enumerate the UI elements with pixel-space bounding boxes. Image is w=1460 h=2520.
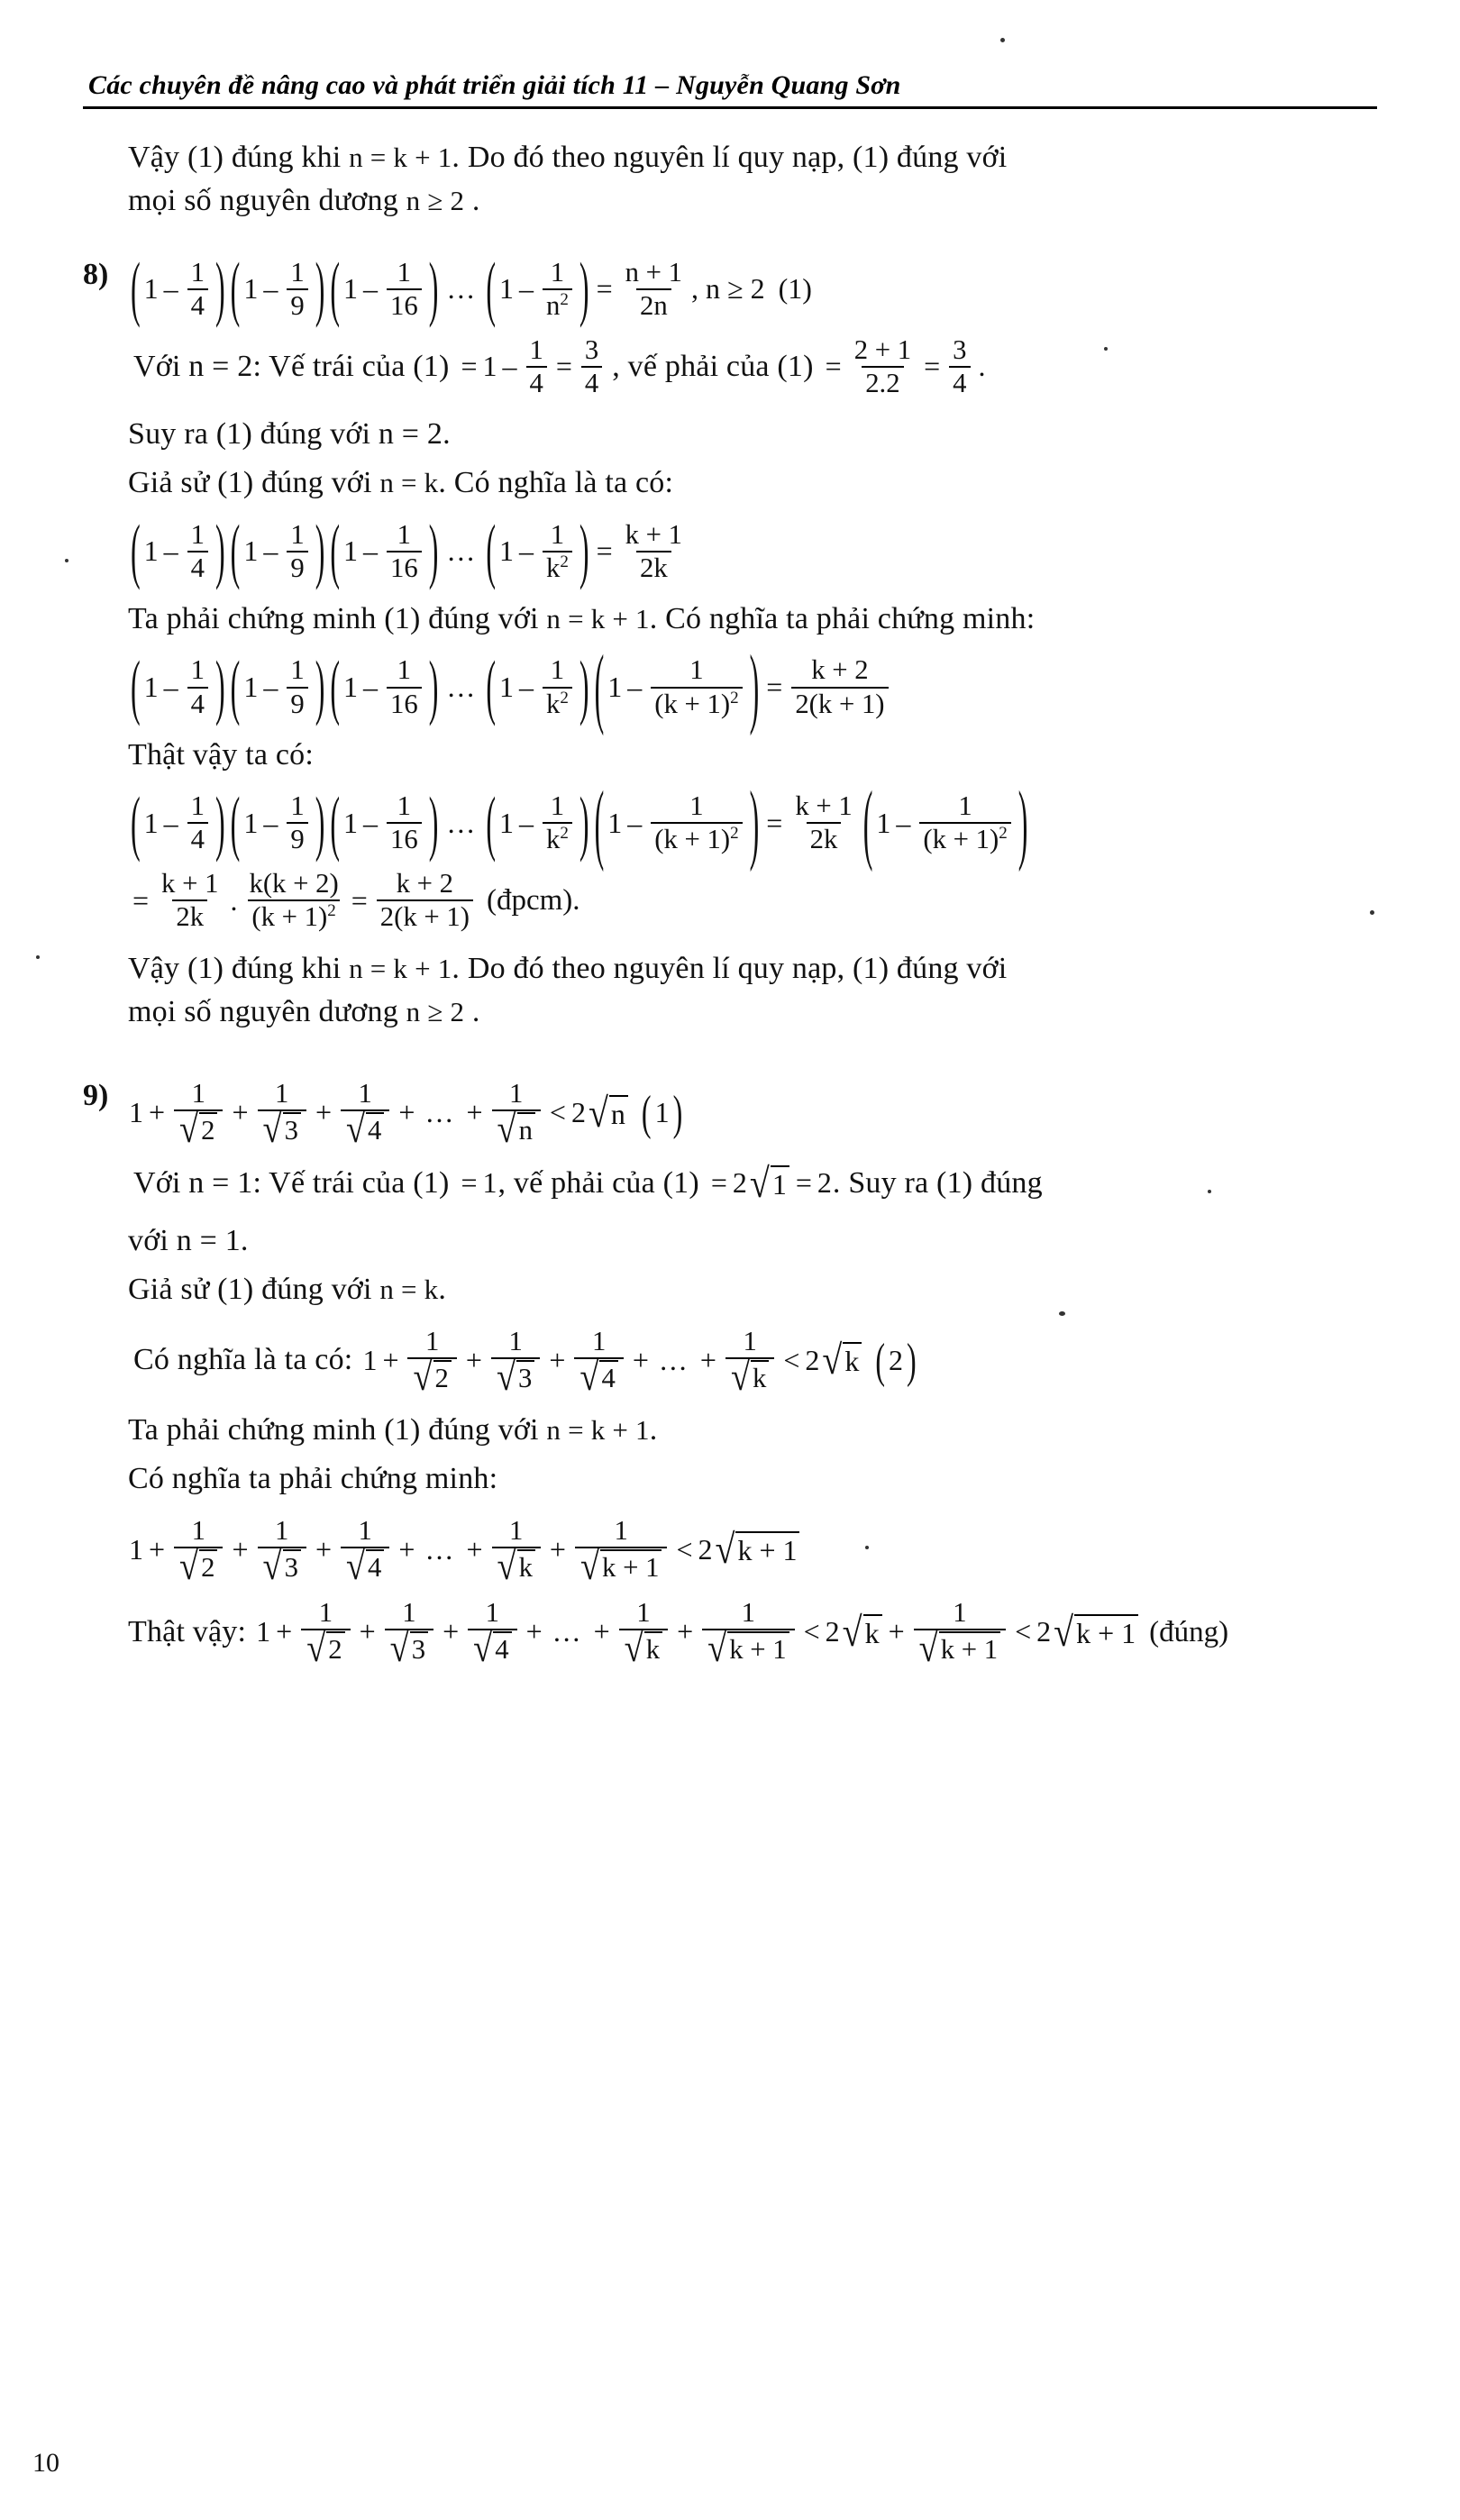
- period: .: [978, 350, 986, 383]
- paragraph-conclusion-8-top: [128, 136, 1368, 224]
- frac-num: 1: [614, 1514, 628, 1546]
- sqrt-body: 1: [771, 1165, 789, 1201]
- frac-den: 4: [526, 366, 547, 398]
- frac-den: 9: [287, 822, 307, 854]
- num-2: 2: [732, 1166, 747, 1200]
- op-plus: +: [466, 1096, 483, 1129]
- num-1: 1: [243, 806, 259, 839]
- frac-den: 4: [187, 822, 208, 854]
- den-k-plus-1: (k + 1): [654, 824, 731, 855]
- exercise-item-8: [83, 243, 1368, 1045]
- frac-den: 9: [287, 687, 307, 719]
- frac-den: 16: [387, 288, 422, 321]
- num-1: 1: [129, 1096, 143, 1129]
- op-plus: +: [276, 1615, 293, 1648]
- op-plus: +: [443, 1615, 460, 1648]
- text-moi-so-nguyen-duong: mọi số nguyên dương: [128, 994, 398, 1028]
- frac-num: 1: [741, 1597, 756, 1629]
- op-minus: –: [363, 272, 378, 306]
- frac-den: 2k: [636, 551, 671, 583]
- op-plus: +: [677, 1615, 694, 1648]
- op-plus: +: [549, 1343, 566, 1376]
- paragraph-ta-phai-cm-9: [128, 1409, 1368, 1452]
- var-k: k: [546, 552, 561, 583]
- scan-speck: [1208, 1190, 1211, 1193]
- equation-8-hypothesis: ( 1 – $\frac{1}{4}$ ) ( 1 – $\frac{1}{9}$ ) ( 1 – $\frac{1}{16}$ ) … ( 1 – $\frac{1}{k^2}$ ) = $\frac{k + 1}{2k}$: [128, 520, 1368, 583]
- num-2: 2: [698, 1532, 713, 1566]
- frac-den: 4: [187, 551, 208, 583]
- frac-den: 4: [187, 687, 208, 719]
- num-1: 1: [256, 1615, 271, 1648]
- frac-num: 1: [636, 1597, 651, 1629]
- sqrt-body: n: [517, 1112, 535, 1146]
- op-less-than: <: [783, 1343, 800, 1376]
- op-equals: =: [555, 350, 572, 383]
- op-minus: –: [896, 806, 911, 839]
- sqrt-body: 2: [326, 1631, 344, 1666]
- paragraph-gia-su-8: [128, 461, 1368, 505]
- op-less-than: <: [676, 1532, 693, 1566]
- scan-speck: [1000, 38, 1005, 42]
- text-voi-n1: Với n = 1: Vế trái của (1): [133, 1165, 450, 1200]
- sqrt-body: 2: [199, 1549, 217, 1584]
- item-number-9: 9): [83, 1079, 109, 1113]
- equation-8-proof-line1: ( 1 – $\frac{1}{4}$ ) ( 1 – $\frac{1}{9}$ ) ( 1 – $\frac{1}{16}$ ) … ( 1 – $\frac{1}{k^2}$ ) ( 1 – $\frac{1}{(k + 1)^2}$ ) = $\frac{k + 1}{2k}$ ( 1 – $\frac{1}{(k + 1)^2}$ ): [131, 771, 1028, 872]
- frac-num: 2 + 1: [853, 333, 912, 365]
- op-less-than: <: [1015, 1615, 1032, 1648]
- frac-num: 1: [743, 1325, 757, 1356]
- op-plus: +: [232, 1096, 249, 1129]
- text-gia-su: Giả sử (1) đúng với: [128, 466, 372, 500]
- equation-8-proof-line2: [128, 869, 1368, 932]
- op-plus: +: [398, 1096, 415, 1129]
- sqrt-body: 2: [199, 1112, 217, 1146]
- equation-9-hypothesis: Có nghĩa là ta có: 1 + 1 √ 2 + 1 √ 3 + 1 √ 4 + … + 1 √ k < 2 √ k ( 2 ): [133, 1325, 917, 1399]
- exercise-item-9: [83, 1064, 1368, 1681]
- ellipsis: …: [552, 1615, 584, 1648]
- frac-num: 1: [358, 1514, 372, 1546]
- sqrt-body: 4: [493, 1631, 511, 1666]
- item-8-body: [128, 243, 1368, 1045]
- num-1: 1: [343, 534, 358, 568]
- frac-num: k(k + 2): [249, 868, 339, 899]
- math-n-k-plus-1: n = k + 1: [349, 142, 452, 173]
- op-less-than: <: [803, 1615, 820, 1648]
- scan-speck: [36, 955, 40, 959]
- op-minus: –: [627, 806, 643, 839]
- page-number: 10: [32, 2448, 59, 2478]
- text-co-nghia-ta-phai: . Có nghĩa ta phải chứng minh:: [649, 602, 1036, 636]
- label-1: 1: [654, 1096, 670, 1129]
- frac-num: k + 1: [795, 790, 853, 821]
- num-2: 2: [825, 1615, 840, 1648]
- op-plus: +: [382, 1343, 399, 1376]
- frac-den: 16: [387, 551, 422, 583]
- text-dung: (đúng): [1149, 1615, 1229, 1648]
- num-1: 1: [607, 806, 623, 839]
- frac-num: 1: [275, 1078, 289, 1109]
- den-k-plus-1: (k + 1): [654, 688, 731, 719]
- scan-speck: [1104, 347, 1108, 351]
- math-n-k-plus-1: n = k + 1: [546, 1414, 650, 1447]
- text-ve-phai: , vế phải của (1): [612, 349, 814, 383]
- header-divider: [83, 106, 1377, 109]
- exponent-2: 2: [730, 823, 739, 843]
- frac-num: 1: [191, 1078, 205, 1109]
- equation-label-1: (1): [778, 272, 812, 306]
- frac-num: 1: [509, 1078, 524, 1109]
- num-1: 1: [499, 806, 515, 839]
- frac-num: 1: [402, 1597, 416, 1629]
- frac-den: 2k: [807, 822, 842, 854]
- frac-den: 2(k + 1): [791, 687, 888, 719]
- text-period-1: .: [471, 184, 480, 218]
- num-1: 1: [499, 272, 515, 306]
- num-1: 1: [143, 670, 159, 703]
- frac-den: 2.2: [862, 366, 903, 398]
- op-equals: =: [766, 670, 783, 703]
- paragraph-gia-su-9: [128, 1268, 1368, 1311]
- math-n-k: n = k: [379, 467, 439, 499]
- op-minus: –: [519, 272, 534, 306]
- op-plus: +: [888, 1615, 905, 1648]
- ellipsis: …: [658, 1343, 690, 1376]
- ellipsis: …: [446, 272, 479, 306]
- sqrt-body: 3: [283, 1549, 301, 1584]
- sqrt-body: k: [644, 1631, 662, 1666]
- paragraph-ta-phai-cm-8: [128, 598, 1368, 641]
- math-n-k-plus-1: n = k + 1: [546, 603, 650, 635]
- text-suy-ra-dung: . Suy ra (1) đúng: [832, 1165, 1043, 1200]
- frac-num: 1: [318, 1597, 333, 1629]
- math-n-k: n = k: [379, 1274, 439, 1306]
- text-gia-su-9: Giả sử (1) đúng với: [128, 1273, 372, 1307]
- sqrt-body: k + 1: [600, 1549, 662, 1584]
- frac-num: k + 1: [161, 868, 219, 899]
- text-period-3: .: [438, 1273, 447, 1307]
- sqrt-body: 4: [599, 1360, 617, 1394]
- num-1: 1: [343, 272, 358, 306]
- frac-num: 1: [591, 1325, 607, 1356]
- sqrt-body: 2: [433, 1360, 452, 1394]
- op-equals: =: [596, 272, 613, 306]
- op-minus: –: [627, 670, 643, 703]
- label-2: 2: [889, 1343, 904, 1376]
- frac-num: 3: [584, 333, 599, 365]
- op-equals: =: [132, 883, 150, 917]
- exponent-2: 2: [327, 901, 336, 921]
- frac-num: 1: [425, 1325, 440, 1356]
- text-co-nghia: . Có nghĩa là ta có:: [438, 466, 674, 500]
- frac-num: 1: [275, 1514, 289, 1546]
- scan-speck: [1370, 910, 1374, 915]
- frac-den: 2(k + 1): [377, 899, 473, 932]
- num-1: 1: [482, 350, 497, 383]
- frac-num: 1: [397, 256, 412, 288]
- frac-den: 4: [187, 288, 208, 321]
- frac-num: 1: [397, 518, 412, 550]
- text-co-nghia-la-ta-co: Có nghĩa là ta có:: [133, 1343, 353, 1377]
- text-suy-ra-n2: Suy ra (1) đúng với n = 2.: [128, 417, 451, 452]
- frac-num: 1: [190, 256, 205, 288]
- scan-speck: [1059, 1311, 1065, 1316]
- num-1: 1: [482, 1166, 497, 1200]
- num-1: 1: [143, 272, 159, 306]
- exponent-2: 2: [560, 688, 569, 708]
- equation-9-proof: Thật vậy: 1 + 1 √ 2 + 1 √ 3 + 1 √ 4 + … + 1 √ k + 1 √ k + 1 < 2 √ k + 1 √ k + 1 < 2 √ k + 1 (đúng): [128, 1597, 1229, 1671]
- op-plus: +: [359, 1615, 376, 1648]
- op-minus: –: [519, 534, 534, 568]
- frac-den: 16: [387, 687, 422, 719]
- equation-9-statement: 1 + 1 √ 2 + 1 √ 3 + 1 √ 4 + … + 1 √ n < 2 √ n ( 1 ): [129, 1078, 683, 1152]
- sqrt-body: k + 1: [727, 1631, 789, 1666]
- op-plus: +: [232, 1532, 249, 1566]
- text-ta-phai-cm: Ta phải chứng minh (1) đúng với: [128, 602, 539, 636]
- text-voi-n1-end: với n = 1.: [128, 1224, 249, 1258]
- frac-num: 1: [358, 1078, 372, 1109]
- item-number-8: 8): [83, 257, 109, 291]
- op-plus: +: [149, 1096, 166, 1129]
- ellipsis: …: [446, 806, 479, 839]
- exponent-2: 2: [560, 289, 569, 309]
- text-co-nghia-ta-phai-cm-9: Có nghĩa ta phải chứng minh:: [128, 1462, 498, 1496]
- num-1: 1: [607, 670, 623, 703]
- frac-den: 4: [949, 366, 970, 398]
- condition-n-ge-2: , n ≥ 2: [691, 272, 765, 306]
- ellipsis: …: [424, 1096, 457, 1129]
- exponent-2: 2: [999, 823, 1008, 843]
- op-minus: –: [363, 670, 378, 703]
- line-voi-n-2: [128, 335, 1368, 398]
- frac-num: 1: [290, 518, 305, 550]
- exponent-2: 2: [560, 552, 569, 571]
- op-equals: =: [461, 1166, 478, 1200]
- text-vay-dung-khi: Vậy (1) đúng khi: [128, 141, 342, 174]
- op-minus: –: [263, 534, 278, 568]
- frac-num: k + 2: [396, 868, 454, 899]
- frac-num: k + 2: [811, 654, 869, 686]
- ellipsis: …: [446, 534, 479, 568]
- sqrt-body: k: [751, 1360, 769, 1394]
- page-header: Các chuyên đề nâng cao và phát triển giải tích 11 – Nguyễn Quang Sơn: [88, 70, 901, 100]
- frac-den: 2k: [172, 899, 207, 932]
- text-vay-dung-khi: Vậy (1) đúng khi: [128, 951, 342, 985]
- num-1: 1: [143, 806, 159, 839]
- sqrt-body: 3: [410, 1631, 428, 1666]
- op-equals: =: [795, 1166, 812, 1200]
- exponent-2: 2: [560, 823, 569, 843]
- sqrt-body: 4: [366, 1112, 384, 1146]
- num-1: 1: [499, 670, 515, 703]
- sqrt-body: 4: [366, 1549, 384, 1584]
- frac-num: 1: [191, 1514, 205, 1546]
- frac-num: 1: [290, 256, 305, 288]
- op-equals: =: [596, 534, 613, 568]
- op-plus: +: [525, 1615, 543, 1648]
- frac-den: 9: [287, 288, 307, 321]
- ellipsis: …: [424, 1532, 457, 1566]
- frac-den: 2n: [636, 288, 671, 321]
- op-minus: –: [502, 350, 517, 383]
- frac-num: 1: [190, 518, 205, 550]
- frac-num: 3: [953, 333, 967, 365]
- frac-num: 1: [509, 1514, 524, 1546]
- frac-num: 1: [550, 518, 565, 550]
- equation-9-to-prove: 1 + 1 √ 2 + 1 √ 3 + 1 √ 4 + … + 1 √ k + 1 √ k + 1 < 2 √ k + 1: [128, 1516, 1368, 1584]
- text-ta-phai-cm-9: Ta phải chứng minh (1) đúng với: [128, 1413, 539, 1447]
- op-less-than: <: [549, 1096, 566, 1129]
- num-1: 1: [876, 806, 891, 839]
- frac-num: 1: [953, 1597, 967, 1629]
- frac-den: 9: [287, 551, 307, 583]
- frac-num: n + 1: [625, 256, 683, 288]
- op-minus: –: [163, 534, 178, 568]
- var-k: k: [546, 824, 561, 855]
- frac-num: 1: [290, 654, 305, 686]
- op-equals: =: [766, 806, 783, 839]
- text-voi-n2: Với n = 2: Vế trái của (1): [133, 349, 450, 383]
- frac-den: 4: [581, 366, 602, 398]
- frac-num: 1: [485, 1597, 500, 1629]
- frac-num: 1: [550, 256, 565, 288]
- op-minus: –: [519, 670, 534, 703]
- op-minus: –: [519, 806, 534, 839]
- op-plus: +: [593, 1615, 610, 1648]
- num-2: 2: [817, 1166, 832, 1200]
- frac-num: 1: [689, 790, 704, 821]
- op-minus: –: [163, 806, 178, 839]
- text-do-do-theo: . Do đó theo nguyên lí quy nạp, (1) đúng với: [452, 951, 1008, 985]
- text-do-do-theo: . Do đó theo nguyên lí quy nạp, (1) đúng với: [452, 141, 1008, 174]
- op-minus: –: [263, 272, 278, 306]
- frac-num: 1: [397, 654, 412, 686]
- text-period-4: .: [649, 1413, 658, 1447]
- op-equals: =: [825, 350, 842, 383]
- line-voi-n-1: Với n = 1: Vế trái của (1) = 1 , vế phải của (1) = 2 √ 1 = 2 . Suy ra (1) đúng: [133, 1159, 1043, 1207]
- num-1: 1: [243, 534, 259, 568]
- sqrt-body: 3: [283, 1112, 301, 1146]
- num-1: 1: [143, 534, 159, 568]
- op-equals: =: [461, 350, 478, 383]
- op-minus: –: [163, 670, 178, 703]
- scan-speck: [865, 1546, 869, 1549]
- op-equals: =: [710, 1166, 727, 1200]
- frac-num: 1: [290, 790, 305, 821]
- item-9-body: [128, 1064, 1368, 1681]
- exponent-2: 2: [730, 688, 739, 708]
- paragraph-conclusion-8: [128, 947, 1368, 1035]
- var-n: n: [546, 289, 561, 321]
- op-plus: +: [465, 1343, 482, 1376]
- op-multiply: .: [230, 883, 238, 917]
- sqrt-body: k + 1: [939, 1631, 1000, 1666]
- frac-num: 1: [397, 790, 412, 821]
- op-plus: +: [315, 1532, 332, 1566]
- math-n-ge-2: n ≥ 2: [406, 185, 465, 217]
- sqrt-body: k + 1: [735, 1531, 799, 1567]
- sqrt-body: k + 1: [1074, 1614, 1138, 1650]
- text-period-2: .: [471, 994, 480, 1028]
- num-2: 2: [1036, 1615, 1052, 1648]
- num-1: 1: [362, 1343, 378, 1376]
- ellipsis: …: [446, 670, 479, 703]
- sqrt-body: 3: [516, 1360, 534, 1394]
- equation-8-statement: ( 1 – $\frac{1}{4}$ ) ( 1 – $\frac{1}{9}$ ) ( 1 – $\frac{1}{16}$ ) … ( 1 – $\frac{1}{n^2}$ ) = $\frac{n + 1}{2n}$ , n ≥ 2 (1): [131, 247, 812, 329]
- op-minus: –: [363, 806, 378, 839]
- scan-speck: [65, 559, 68, 562]
- frac-num: 1: [689, 654, 704, 686]
- math-n-ge-2: n ≥ 2: [406, 995, 465, 1027]
- text-ve-phai-b: , vế phải của (1): [497, 1165, 699, 1200]
- num-2: 2: [570, 1096, 586, 1129]
- equation-8-to-prove: ( 1 – $\frac{1}{4}$ ) ( 1 – $\frac{1}{9}$ ) ( 1 – $\frac{1}{16}$ ) … ( 1 – $\frac{1}{k^2}$ ) ( 1 – $\frac{1}{(k + 1)^2}$ ) = $\frac{k + 2}{2(k + 1)}$: [128, 655, 1368, 718]
- sqrt-body: k: [517, 1549, 535, 1584]
- op-equals: =: [351, 883, 368, 917]
- op-minus: –: [263, 670, 278, 703]
- text-dpcm: (đpcm).: [486, 884, 580, 918]
- op-plus: +: [699, 1343, 716, 1376]
- num-2: 2: [805, 1343, 820, 1376]
- sqrt-body: n: [609, 1095, 628, 1131]
- frac-den: 16: [387, 822, 422, 854]
- op-plus: +: [466, 1532, 483, 1566]
- num-1: 1: [243, 272, 259, 306]
- op-plus: +: [632, 1343, 649, 1376]
- document-body: [83, 136, 1377, 1681]
- frac-num: 1: [190, 790, 205, 821]
- num-1: 1: [129, 1532, 143, 1566]
- sqrt-body: k: [843, 1342, 862, 1378]
- var-k: k: [546, 688, 561, 719]
- text-that-vay: Thật vậy:: [128, 1614, 247, 1648]
- text-moi-so-nguyen-duong: mọi số nguyên dương: [128, 184, 398, 218]
- op-plus: +: [549, 1532, 566, 1566]
- num-1: 1: [343, 670, 358, 703]
- sqrt-body: k: [863, 1614, 882, 1650]
- op-equals: =: [924, 350, 941, 383]
- den-k-plus-1: (k + 1): [923, 824, 999, 855]
- num-1: 1: [243, 670, 259, 703]
- num-1: 1: [499, 534, 515, 568]
- den-k-plus-1: (k + 1): [251, 901, 328, 933]
- op-minus: –: [363, 534, 378, 568]
- text-that-vay-ta-co: Thật vậy ta có:: [128, 737, 314, 772]
- frac-num: 1: [550, 654, 565, 686]
- op-minus: –: [263, 806, 278, 839]
- frac-num: k + 1: [625, 518, 683, 550]
- frac-num: 1: [550, 790, 565, 821]
- frac-num: 1: [529, 333, 543, 365]
- frac-num: 1: [190, 654, 205, 686]
- op-plus: +: [149, 1532, 166, 1566]
- op-minus: –: [163, 272, 178, 306]
- math-n-k-plus-1: n = k + 1: [349, 952, 452, 984]
- frac-num: 1: [958, 790, 972, 821]
- op-plus: +: [398, 1532, 415, 1566]
- op-plus: +: [315, 1096, 332, 1129]
- frac-num: 1: [508, 1325, 523, 1356]
- num-1: 1: [343, 806, 358, 839]
